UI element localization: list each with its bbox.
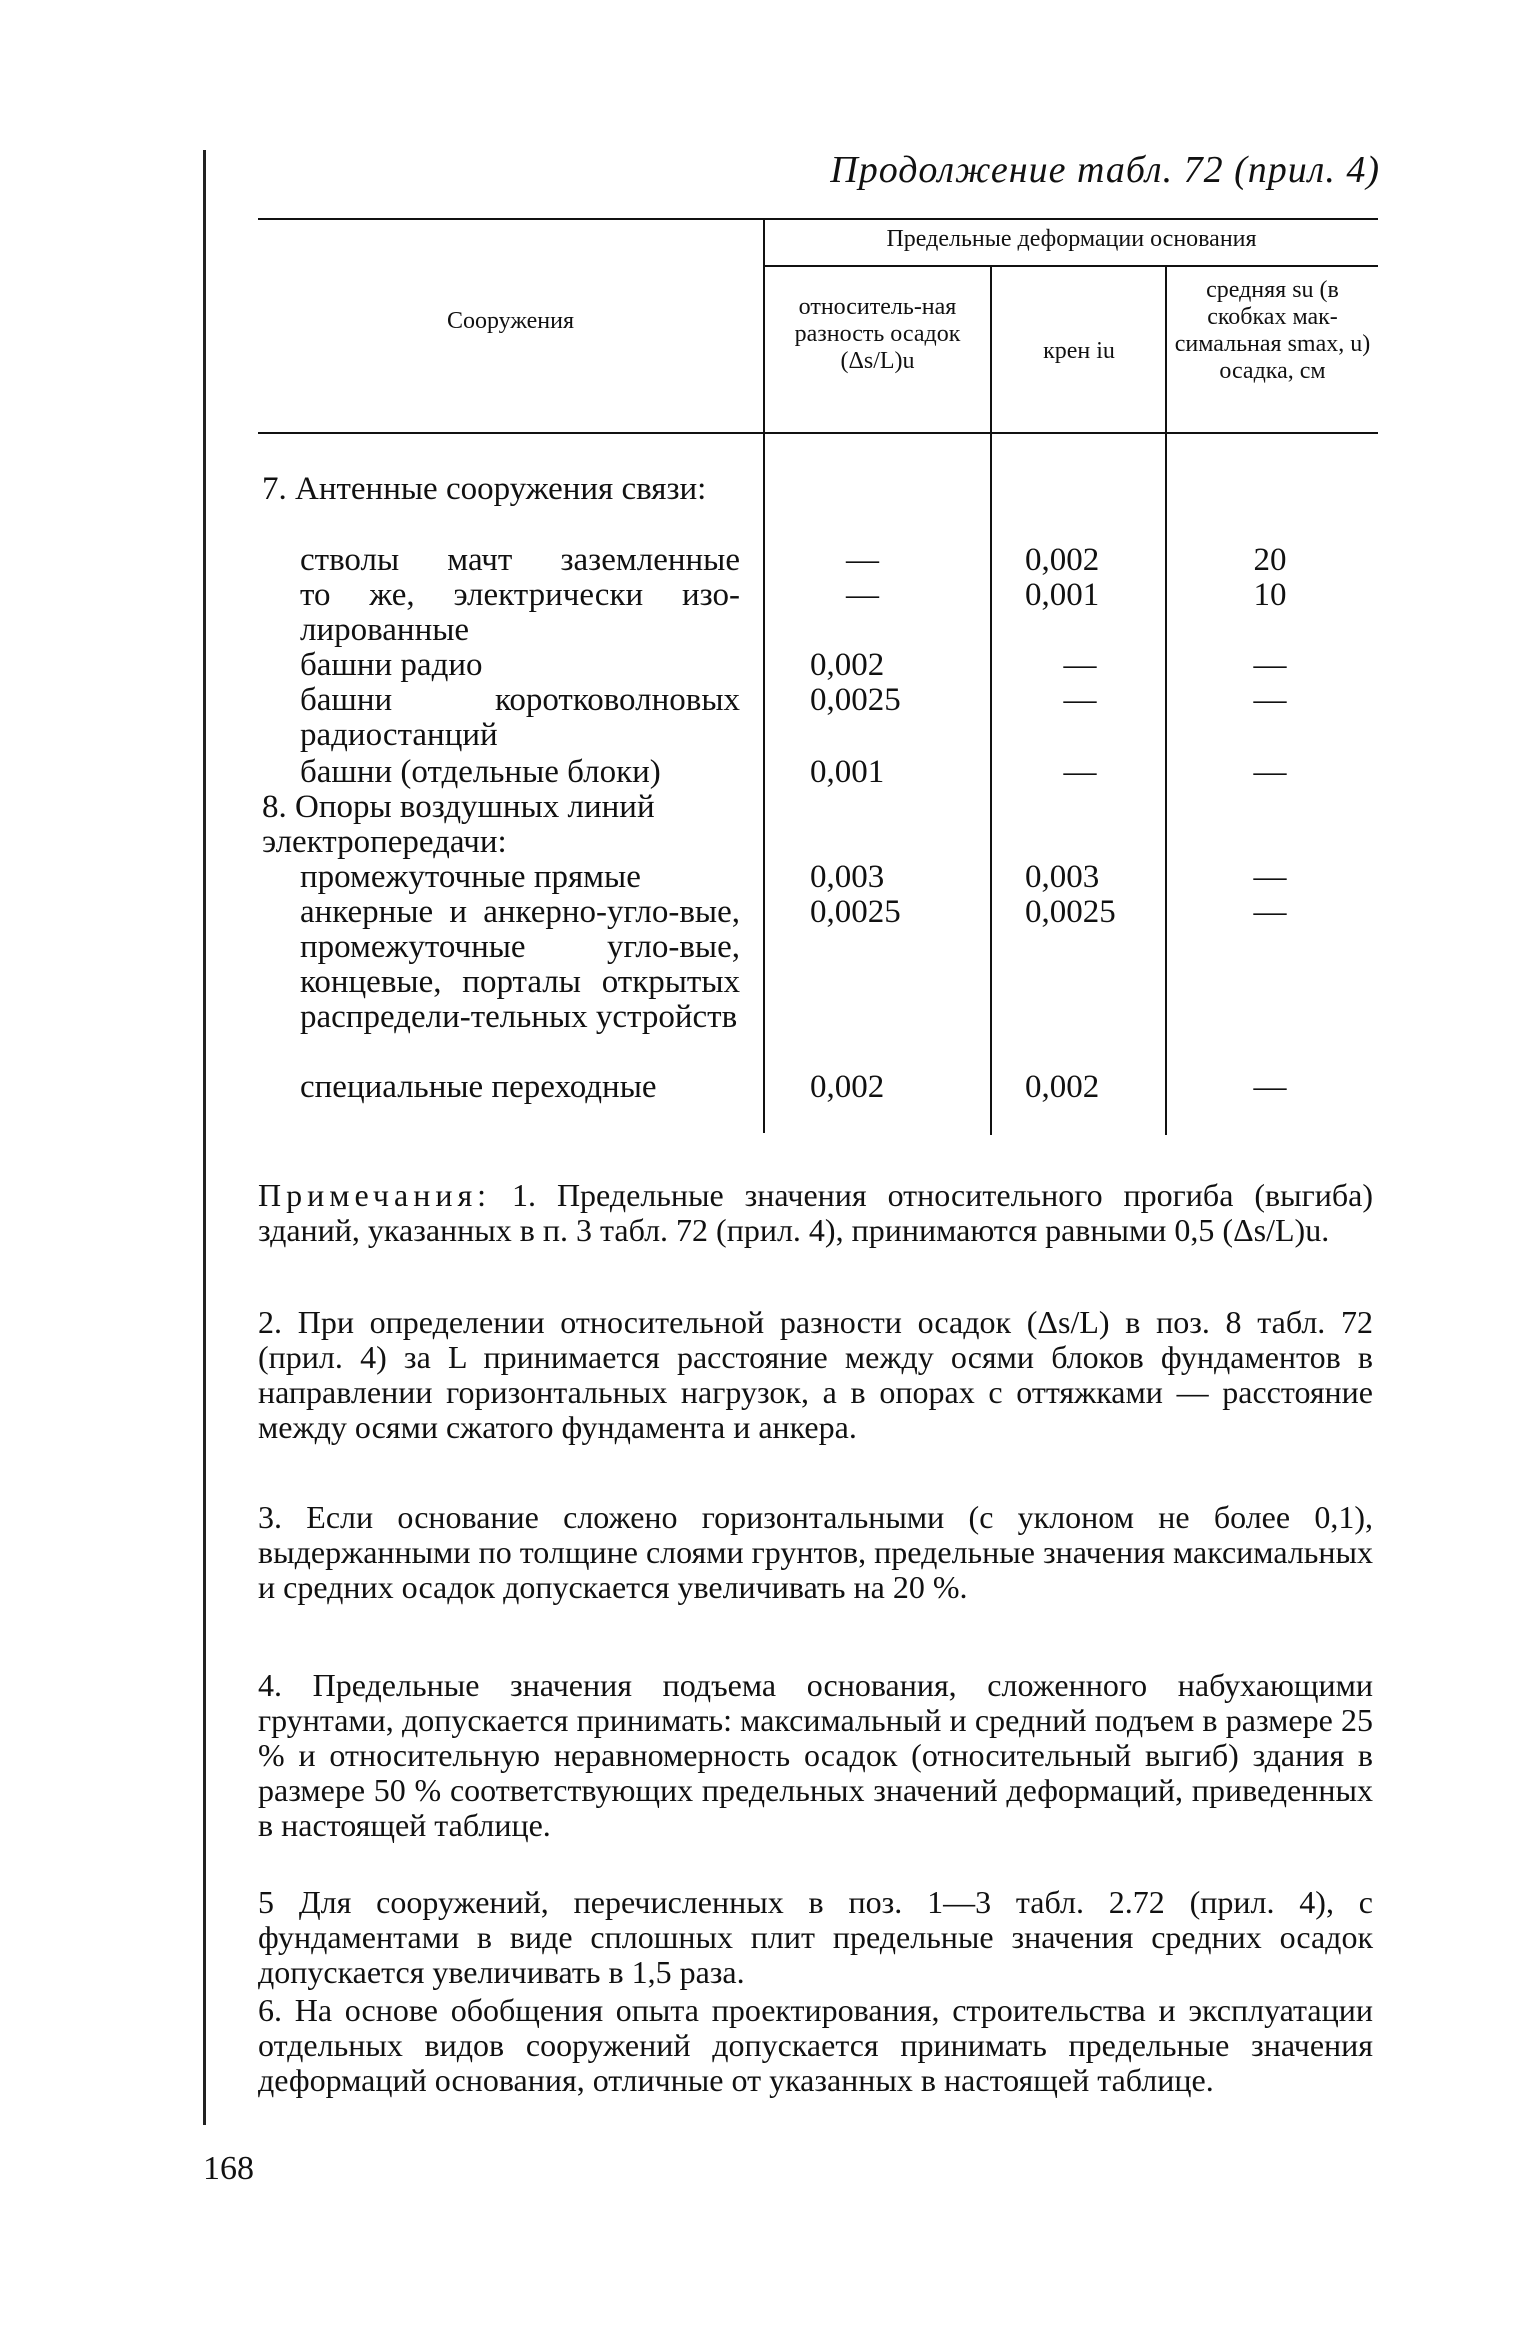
cell-rel: 0,0025 xyxy=(810,894,901,930)
page-number: 168 xyxy=(203,2150,254,2187)
cell-tilt: — xyxy=(1063,682,1097,718)
note-text: 6. На основе обобщения опыта проектирования, строительства и эксплуатации отдельных видов сооружений допускается принимать предельные значения деформаций основания, отличные от указанных в настоящей таблице. xyxy=(258,1992,1373,2098)
cell-avg: 20 xyxy=(1253,542,1287,578)
cell-rel: 0,003 xyxy=(810,859,885,895)
note-item xyxy=(258,1993,1373,2098)
cell-rel: — xyxy=(846,577,879,613)
cell-rel: 0,002 xyxy=(810,1069,885,1105)
notes-block xyxy=(258,1178,1373,1248)
cell-avg: — xyxy=(1253,682,1287,718)
cell-avg: — xyxy=(1253,859,1287,895)
note-text: 1. Предельные значения относительного прогиба (выгиба) зданий, указанных в п. 3 табл. 72 (прил. 4), принимаются равными 0,5 (Δs/L)u. xyxy=(258,1177,1374,1248)
note-item xyxy=(258,1305,1373,1445)
row-label: анкерные и анкерно-угло-вые, промежуточные угло-вые, концевые, порталы открытых распредели-тельных устройств xyxy=(300,894,740,1035)
cell-tilt: — xyxy=(1063,754,1097,790)
note-text: 5 Для сооружений, перечисленных в поз. 1—3 табл. 2.72 (прил. 4), с фундаментами в виде сплошных плит предельные значения средних осадок допускается увеличивать в 1,5 раза. xyxy=(258,1884,1373,1990)
section-title: 7. Антенные сооружения связи: xyxy=(262,471,707,507)
cell-rel: 0,002 xyxy=(810,647,885,683)
header-bottom-rule xyxy=(258,432,1378,434)
note-item xyxy=(258,1500,1373,1605)
margin-rule xyxy=(203,150,206,2125)
header-tilt: крен iu xyxy=(1043,338,1115,364)
cell-tilt: 0,001 xyxy=(1025,577,1100,613)
row-label: стволы мачт заземленные xyxy=(300,542,740,578)
cell-avg: — xyxy=(1253,647,1287,683)
group-header-rule xyxy=(765,265,1378,267)
cell-rel: 0,001 xyxy=(810,754,885,790)
row-label: башни радио xyxy=(300,647,483,683)
note-text: 4. Предельные значения подъема основания, сложенного набухающими грунтами, допускается принимать: максимальный и средний подъем в размере 25 % и относительную неравномерность осадок (относительный выгиб) здания в размере 50 % соответствующих предельных значений деформаций, приведенных в настоящей таблице. xyxy=(258,1667,1373,1843)
section-title: 8. Опоры воздушных линий электропередачи: xyxy=(262,789,655,860)
header-limit-deformations: Предельные деформации основания xyxy=(886,226,1257,252)
header-relative-difference: относитель-ная разность осадок (Δs/L)u xyxy=(794,294,961,374)
row-label: промежуточные прямые xyxy=(300,859,641,895)
header-average-settlement: средняя su (в скобках мак-симальная smax, u) осадка, см xyxy=(1174,277,1371,384)
cell-avg: — xyxy=(1253,754,1287,790)
row-label: то же, электрически изо-лированные xyxy=(300,577,740,648)
cell-rel: 0,0025 xyxy=(810,682,901,718)
header-structures: Сооружения xyxy=(446,308,575,334)
col-divider-3 xyxy=(1165,265,1167,1135)
table-continuation-header: Продолжение табл. 72 (прил. 4) xyxy=(830,149,1380,191)
note-text: 2. При определении относительной разности осадок (Δs/L) в поз. 8 табл. 72 (прил. 4) за L принимается расстояние между осями блоков фундаментов в направлении горизонтальных нагрузок, а в опорах с оттяжками — расстояние между осями сжатого фундамента и анкера. xyxy=(258,1304,1373,1445)
cell-tilt: 0,0025 xyxy=(1025,894,1116,930)
note-text: 3. Если основание сложено горизонтальными (с уклоном не более 0,1), выдержанными по толщине слоями грунтов, предельные значения максимальных и средних осадок допускается увеличивать на 20 %. xyxy=(258,1499,1373,1605)
note-item xyxy=(258,1668,1373,1843)
note-item xyxy=(258,1178,1373,1248)
notes-heading: Примечания: xyxy=(258,1177,492,1213)
table-top-rule xyxy=(258,218,1378,220)
col-divider-2 xyxy=(990,265,992,1135)
cell-avg: — xyxy=(1253,894,1287,930)
cell-tilt: 0,003 xyxy=(1025,859,1100,895)
col-divider-1 xyxy=(763,218,765,1133)
note-item xyxy=(258,1885,1373,1990)
cell-tilt: 0,002 xyxy=(1025,542,1100,578)
row-label: башни коротковолновых радиостанций xyxy=(300,682,740,753)
cell-rel: — xyxy=(846,542,879,578)
row-label: специальные переходные xyxy=(300,1069,657,1105)
cell-tilt: 0,002 xyxy=(1025,1069,1100,1105)
row-label: башни (отдельные блоки) xyxy=(300,754,661,790)
cell-avg: — xyxy=(1253,1069,1287,1105)
cell-avg: 10 xyxy=(1253,577,1287,613)
cell-tilt: — xyxy=(1063,647,1097,683)
